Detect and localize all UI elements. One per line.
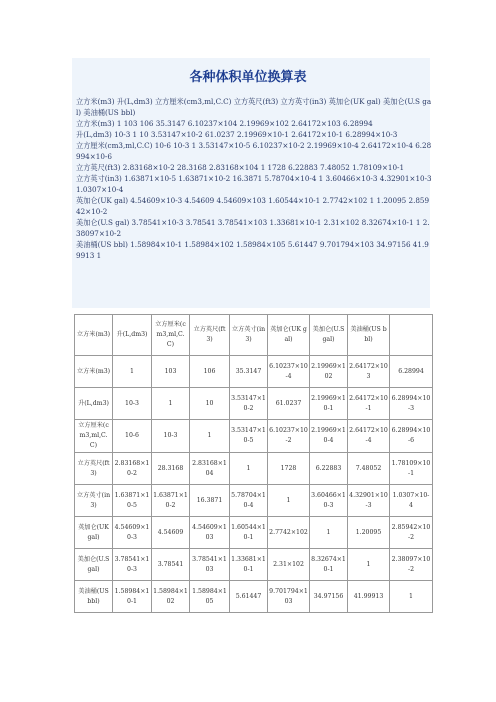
text-line: 美油桶(US bbl) 1.58984×10-1 1.58984×102 1.58984×105 5.61447 9.701794×103 34.97156 41.99913 1 (76, 240, 429, 260)
table-cell: 1 (152, 388, 190, 420)
conversion-table (74, 314, 433, 613)
text-line: 美加仑(U.S gal) 3.78541×10-3 3.78541 3.78541×103 1.33681×10-1 2.31×102 8.32674×10-1 1 2.38097×10-2 (76, 218, 430, 238)
table-cell: 6.28994×10-6 (390, 420, 433, 453)
table-cell: 5.78704×10-4 (230, 485, 268, 517)
table-cell: 4.32901×10-3 (348, 485, 390, 517)
table-cell: 2.64172×103 (348, 356, 390, 388)
table-cell: 1.58984×105 (190, 581, 230, 613)
table-cell: 2.31×102 (268, 549, 310, 581)
table-cell: 103 (152, 356, 190, 388)
table-cell: 1728 (268, 453, 310, 485)
table-cell: 1.58984×102 (152, 581, 190, 613)
table-cell: 1 (230, 453, 268, 485)
row-label: 英加仑(UK gal) (75, 517, 113, 549)
table-cell: 3.53147×10-5 (230, 420, 268, 453)
table-cell: 2.83168×10-2 (113, 453, 152, 485)
table-cell: 1.78109×10-1 (390, 453, 433, 485)
table-cell: 3.78541×103 (190, 549, 230, 581)
table-cell: 1.63871×10-2 (152, 485, 190, 517)
table-cell: 3.78541 (152, 549, 190, 581)
body-text (76, 96, 432, 261)
table-cell: 2.64172×10-1 (348, 388, 390, 420)
table-header-cell: 立方英尺(ft3) (190, 315, 230, 356)
table-cell: 1.20095 (348, 517, 390, 549)
text-line: 升(L,dm3) 10-3 1 10 3.53147×10-2 61.0237 2.19969×10-1 2.64172×10-1 6.28994×10-3 (76, 130, 398, 139)
table-cell: 3.78541×10-3 (113, 549, 152, 581)
row-label: 立方英尺(ft3) (75, 453, 113, 485)
table-cell: 2.7742×102 (268, 517, 310, 549)
table-cell: 1.63871×10-5 (113, 485, 152, 517)
table-cell: 2.85942×10-2 (390, 517, 433, 549)
text-line: 立方米(m3) 1 103 106 35.3147 6.10237×104 2.19969×102 2.64172×103 6.28994 (76, 119, 373, 128)
table-row (75, 485, 433, 517)
row-label: 立方英寸(in3) (75, 485, 113, 517)
table-cell: 34.97156 (310, 581, 348, 613)
table-cell: 16.3871 (190, 485, 230, 517)
table-cell: 1.58984×10-1 (113, 581, 152, 613)
table-cell: 35.3147 (230, 356, 268, 388)
table-header-cell: 立方米(m3) (75, 315, 113, 356)
table-cell: 6.10237×10-2 (268, 420, 310, 453)
table-cell: 1 (190, 420, 230, 453)
text-line: 立方厘米(cm3,ml,C.C) 10-6 10-3 1 3.53147×10-5 6.10237×10-2 2.19969×10-4 2.64172×10-4 6.28994×10-6 (76, 141, 432, 161)
table-cell: 6.28994×10-3 (390, 388, 433, 420)
table-cell: 1 (390, 581, 433, 613)
table-cell: 1.33681×10-1 (230, 549, 268, 581)
table-cell: 2.19969×102 (310, 356, 348, 388)
table-row (75, 356, 433, 388)
table-cell: 1.60544×10-1 (230, 517, 268, 549)
table-cell: 3.53147×10-2 (230, 388, 268, 420)
text-line: 英加仑(UK gal) 4.54609×10-3 4.54609 4.54609×103 1.60544×10-1 2.7742×102 1 1.20095 2.85942×10-2 (76, 196, 430, 216)
table-row (75, 420, 433, 453)
table-cell: 2.19969×10-4 (310, 420, 348, 453)
row-label: 美油桶(US bbl) (75, 581, 113, 613)
table-cell: 1 (310, 517, 348, 549)
row-label: 立方米(m3) (75, 356, 113, 388)
table-cell: 4.54609×103 (190, 517, 230, 549)
table-cell: 7.48052 (348, 453, 390, 485)
table-header-cell: 英加仑(UK gal) (268, 315, 310, 356)
table-header-cell: 立方厘米(cm3,ml,C.C) (152, 315, 190, 356)
table-cell: 3.60466×10-3 (310, 485, 348, 517)
table-cell: 4.54609×10-3 (113, 517, 152, 549)
table-cell: 28.3168 (152, 453, 190, 485)
table-cell: 10-6 (113, 420, 152, 453)
table-cell: 9.701794×103 (268, 581, 310, 613)
table-header-empty (390, 315, 433, 356)
table-cell: 1.0307×10-4 (390, 485, 433, 517)
table-header-cell: 美加仑(U.S gal) (310, 315, 348, 356)
table-row (75, 549, 433, 581)
page-title: 各种体积单位换算表 (189, 70, 307, 85)
table-row (75, 517, 433, 549)
table-cell: 2.38097×10-2 (390, 549, 433, 581)
table-cell: 10-3 (152, 420, 190, 453)
table-cell: 10 (190, 388, 230, 420)
table-row (75, 581, 433, 613)
text-line: 立方英寸(in3) 1.63871×10-5 1.63871×10-2 16.3871 5.78704×10-4 1 3.60466×10-3 4.32901×10-3 1.0307×10-4 (76, 174, 432, 194)
table-cell: 6.28994 (390, 356, 433, 388)
table-cell: 1 (348, 549, 390, 581)
table-row (75, 388, 433, 420)
row-label: 立方厘米(cm3,ml,C.C) (75, 420, 113, 453)
row-label: 升(L,dm3) (75, 388, 113, 420)
table-cell: 61.0237 (268, 388, 310, 420)
row-label: 美加仑(U.S gal) (75, 549, 113, 581)
text-line: 立方英尺(ft3) 2.83168×10-2 28.3168 2.83168×104 1 1728 6.22883 7.48052 1.78109×10-1 (76, 163, 405, 172)
text-line: 立方米(m3) 升(L,dm3) 立方厘米(cm3,ml,C.C) 立方英尺(ft3) 立方英寸(in3) 英加仑(UK gal) 美加仑(U.S gal) 美油桶(US bbl) (76, 97, 432, 117)
table-cell: 1 (113, 356, 152, 388)
table-header-cell: 立方英寸(in3) (230, 315, 268, 356)
table-cell: 2.64172×10-4 (348, 420, 390, 453)
table-cell: 8.32674×10-1 (310, 549, 348, 581)
table-cell: 1 (268, 485, 310, 517)
table-row (75, 453, 433, 485)
table-cell: 106 (190, 356, 230, 388)
table-cell: 6.22883 (310, 453, 348, 485)
table-cell: 10-3 (113, 388, 152, 420)
table-cell: 5.61447 (230, 581, 268, 613)
table-cell: 6.10237×10-4 (268, 356, 310, 388)
table-cell: 4.54609 (152, 517, 190, 549)
table-cell: 2.83168×104 (190, 453, 230, 485)
table-header-cell: 升(L,dm3) (113, 315, 152, 356)
table-cell: 41.99913 (348, 581, 390, 613)
table-cell: 2.19969×10-1 (310, 388, 348, 420)
table-header-row (75, 315, 433, 356)
table-header-cell: 美油桶(US bbl) (348, 315, 390, 356)
